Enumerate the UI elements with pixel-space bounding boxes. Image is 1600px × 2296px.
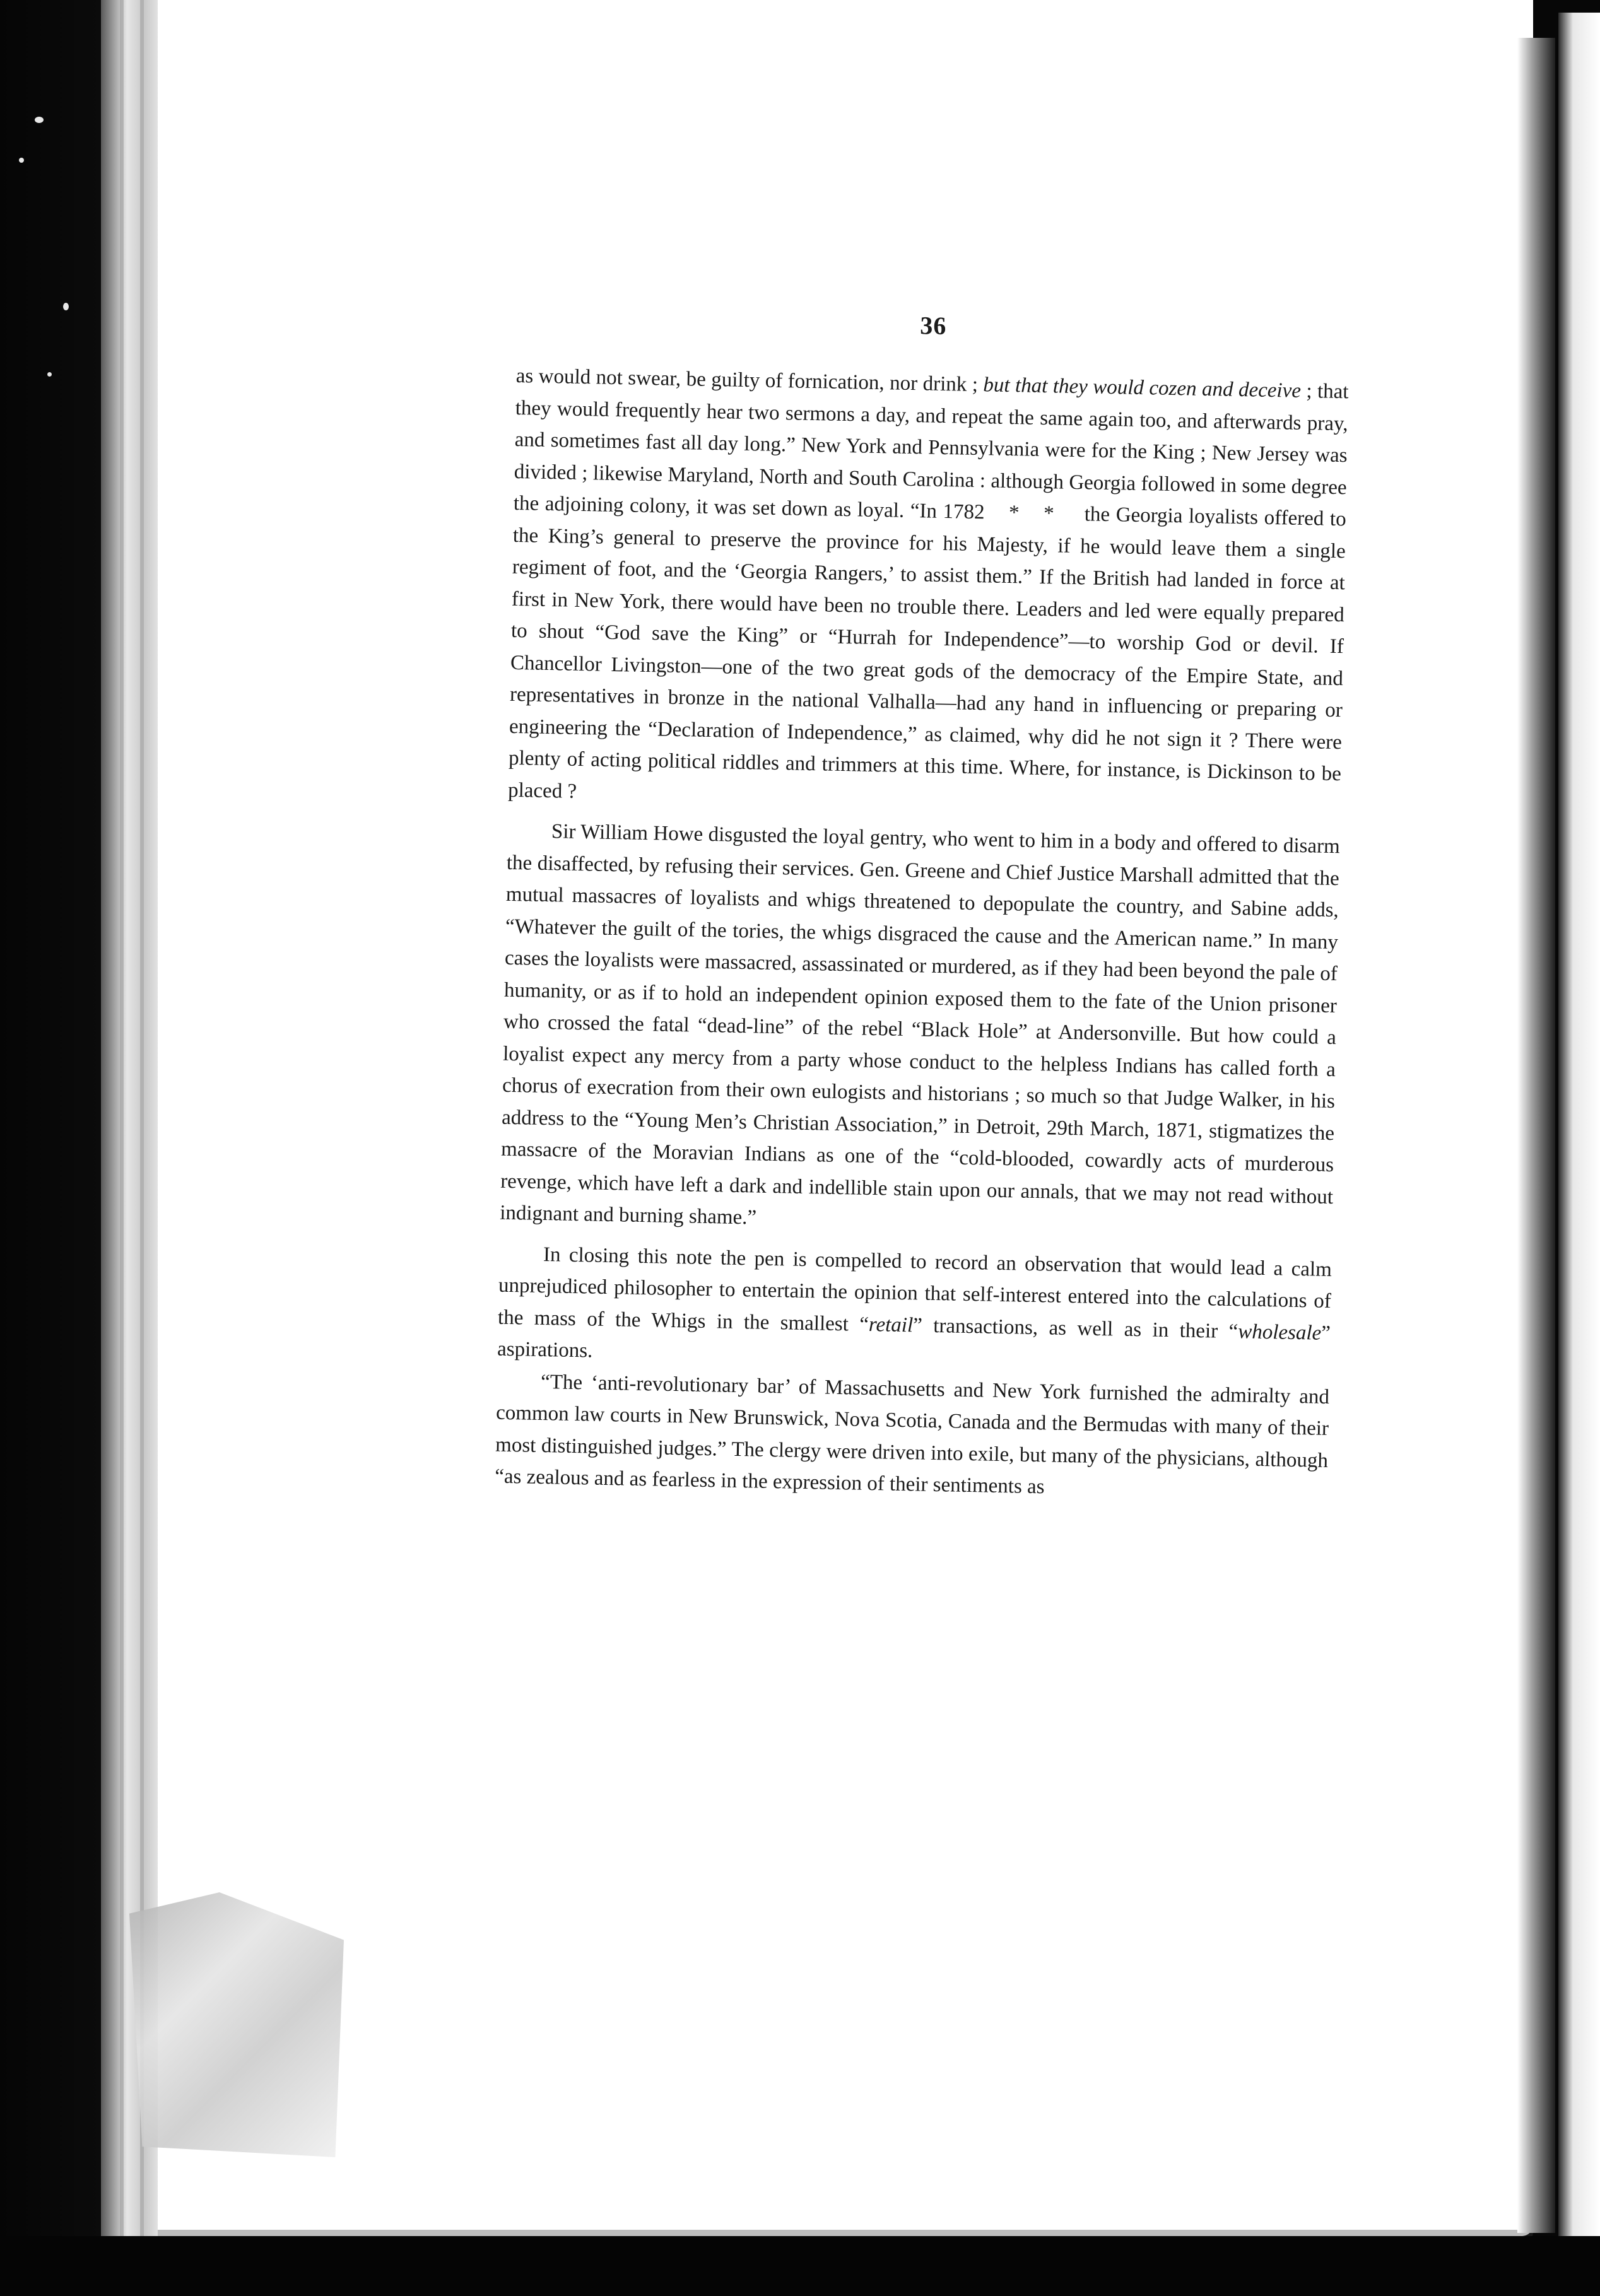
page-edge-line <box>140 0 144 2246</box>
page-text-block <box>495 303 1350 1508</box>
torn-page-corner <box>129 1892 344 2157</box>
page-gutter-shadow <box>1517 38 1555 2233</box>
facing-page-edge <box>1558 13 1600 2258</box>
paragraph <box>497 1238 1332 1381</box>
dust-speck <box>47 372 52 377</box>
text-run: ” transactions, as well as in their “ <box>912 1313 1238 1343</box>
dust-speck <box>35 117 44 123</box>
italic-text-run: but that they would cozen and deceive <box>983 373 1302 402</box>
text-run: Sir William Howe disgusted the loyal gentry, who went to him in a body and offered to disarm the disaffected, by refusing their services. Gen. Greene and Chief Justice Marshall admitted that the mutual massacres of loyalists and whigs threatened to depopulate the country, and Sabine adds, “Whatever the guilt of the tories, the whigs disgraced the cause and the American name.” In many cases the loyalists were massacred, assassinated or murdered, as if they had been beyond the pale of humanity, or as if to hold an independent opinion exposed them to the fate of the Union prisoner who crossed the fatal “dead-line” of the rebel “Black Hole” at Andersonville. But how could a loyalist expect any mercy from a party whose conduct to the helpless Indians has called forth a chorus of execration from their own eulogists and historians ; so much so that Judge Walker, in his address to the “Young Men’s Christian Association,” in Detroit, 29th March, 1871, stigmatizes the massacre of the Moravian Indians as one of the “cold-blooded, cowardly acts of murderous revenge, which have left a dark and indellible stain upon our annals, that we may not read without indignant and burning shame.” <box>499 820 1341 1229</box>
text-run: as would not swear, be guilty of fornication, nor drink ; <box>515 364 984 397</box>
italic-text-run: retail <box>868 1313 914 1337</box>
page-edge-line <box>120 0 124 2246</box>
paragraph <box>500 815 1340 1245</box>
text-run: ; that they would frequently hear two sermons a day, and repeat the same again too, and afterwards pray, and sometimes fast all day long.” New York and Pennsylvania were for the King ; New Jersey was divided ; likewise Maryland, North and South Carolina : although Georgia followed in some degree the adjoining colony, it was set down as loyal. “In 1782 * * the Georgia loyalists offered to the King’s general to preserve the province for his Majesty, if he would leave them a single regiment of foot, and the ‘Georgia Rangers,’ to assist them.” If the British had landed in force at first in New York, there would have been no trouble there. Leaders and led were equally prepared to shout “God save the King” or “Hurrah for Independence”—to worship God or devil. If Chancellor Livingston—one of the two great gods of the democracy of the Empire State, and representatives in bronze in the national Valhalla—had any hand in influencing or preparing or engineering the “Declaration of Independence,” as claimed, why did he not sign it ? There were plenty of acting political riddles and trimmers at this time. Where, for instance, is Dickinson to be placed ? <box>507 379 1349 803</box>
dust-speck <box>63 303 69 310</box>
italic-text-run: wholesale <box>1237 1320 1322 1345</box>
paragraph <box>495 1365 1330 1508</box>
text-run: ” aspirations. <box>497 1321 1331 1362</box>
text-run: “The ‘anti-revolutionary bar’ of Massachusetts and New York furnished the admiralty and common law courts in New Brunswick, Nova Scotia, Canada and the Bermudas with many of their most distinguished judges.” The clergy were driven into exile, but many of the physicians, although “as zealous and as fearless in the expression of their sentiments as <box>494 1370 1330 1499</box>
paragraph <box>508 360 1349 822</box>
body-text <box>495 360 1349 1509</box>
scan-background-bottom <box>0 2236 1600 2296</box>
text-run: In closing this note the pen is compelled to record an observation that would lead a calm unprejudiced philosopher to entertain the opinion that self-interest entered into the calculations of the mass of the Whigs in the smallest “ <box>497 1243 1332 1336</box>
page-number: 36 <box>919 311 947 341</box>
dust-speck <box>19 158 24 163</box>
